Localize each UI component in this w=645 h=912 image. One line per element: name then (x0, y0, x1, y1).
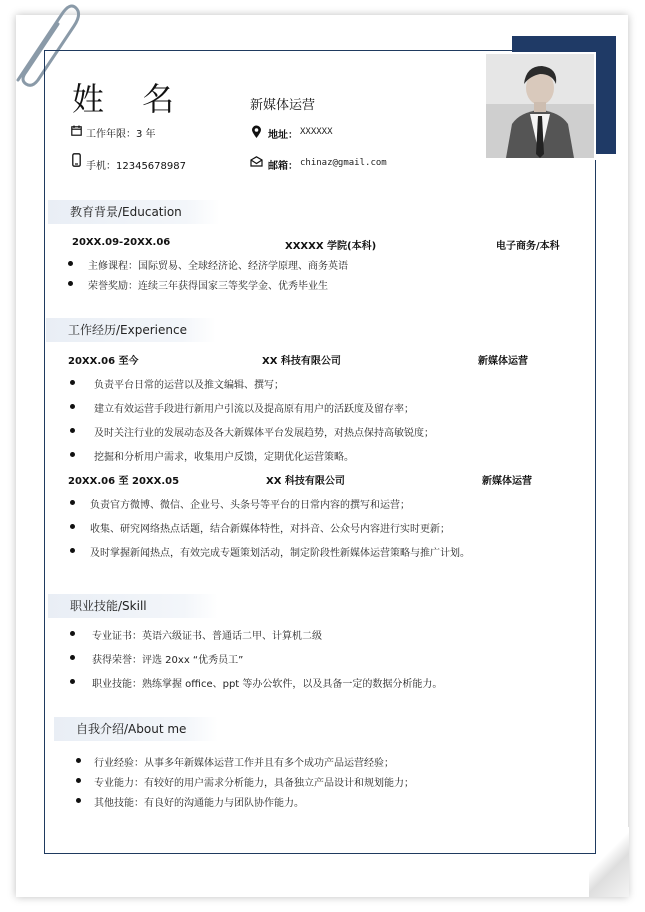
education-school: XXXXX 学院(本科) (285, 241, 377, 252)
skill-item: 获得荣誉：评选 20xx “优秀员工” (92, 655, 244, 666)
job-role: 新媒体运营 (482, 476, 532, 487)
job-role: 新媒体运营 (478, 356, 528, 367)
education-item: 荣誉奖励：连续三年获得国家三等奖学金、优秀毕业生 (88, 281, 328, 292)
bullet-dot (70, 679, 75, 684)
job-duty: 建立有效运营手段进行新用户引流以及提高原有用户的活跃度及留存率； (94, 404, 414, 415)
bullet-dot (70, 655, 75, 660)
bullet-dot (70, 380, 75, 385)
education-period: 20XX.09-20XX.06 (72, 237, 171, 248)
bullet-dot (70, 548, 75, 553)
education-item: 主修课程：国际贸易、全球经济论、经济学原理、商务英语 (88, 261, 348, 272)
email-label: 邮箱： (268, 161, 298, 172)
job-period: 20XX.06 至 20XX.05 (68, 476, 180, 487)
job-title: 新媒体运营 (250, 98, 316, 113)
about-item: 专业能力：有较好的用户需求分析能力，具备独立产品设计和规划能力； (94, 778, 414, 789)
bullet-dot (76, 778, 81, 783)
job-duty: 及时掌握新闻热点，有效完成专题策划活动，制定阶段性新媒体运营策略与推广计划。 (90, 548, 470, 559)
section-about-title: 自我介绍/About me (54, 717, 218, 741)
job-duty: 负责平台日常的运营以及推文编辑、撰写； (94, 380, 284, 391)
job-duty: 负责官方微博、微信、企业号、头条号等平台的日常内容的撰写和运营； (90, 500, 410, 511)
job-duty: 挖掘和分析用户需求，收集用户反馈，定期优化运营策略。 (94, 452, 354, 463)
bullet-dot (70, 404, 75, 409)
bullet-dot (70, 452, 75, 457)
about-item: 其他技能：有良好的沟通能力与团队协作能力。 (94, 798, 304, 809)
location-pin-icon (251, 125, 262, 139)
bullet-dot (70, 524, 75, 529)
phone-icon (72, 153, 81, 167)
bullet-dot (76, 798, 81, 803)
address-value: XXXXXX (300, 127, 333, 137)
education-major: 电子商务/本科 (496, 241, 560, 252)
email-value: chinaz@gmail.com (300, 158, 387, 168)
skill-item: 职业技能：熟练掌握 office、ppt 等办公软件，以及具备一定的数据分析能力。 (92, 679, 443, 690)
job-company: XX 科技有限公司 (266, 476, 345, 487)
skill-item: 专业证书：英语六级证书、普通话二甲、计算机二级 (92, 631, 322, 642)
bullet-dot (70, 500, 75, 505)
section-education-title: 教育背景/Education (48, 200, 220, 224)
job-duty: 收集、研究网络热点话题，结合新媒体特性，对抖音、公众号内容进行实时更新； (90, 524, 450, 535)
bullet-dot (70, 428, 75, 433)
job-period: 20XX.06 至今 (68, 356, 139, 367)
mail-icon (250, 156, 263, 167)
bullet-dot (70, 631, 75, 636)
calendar-icon (71, 125, 82, 136)
job-duty: 及时关注行业的发展动态及各大新媒体平台发展趋势，对热点保持高敏锐度； (94, 428, 434, 439)
resume-name: 姓 名 (72, 80, 189, 118)
profile-photo (484, 52, 596, 160)
section-experience-title: 工作经历/Experience (46, 318, 216, 342)
about-item: 行业经验：从事多年新媒体运营工作并且有多个成功产品运营经验； (94, 758, 394, 769)
phone: 手机：12345678987 (86, 161, 186, 172)
bullet-dot (68, 281, 73, 286)
bullet-dot (68, 261, 73, 266)
address-label: 地址： (268, 130, 298, 141)
job-company: XX 科技有限公司 (262, 356, 341, 367)
work-years: 工作年限：3 年 (86, 129, 156, 140)
section-skill-title: 职业技能/Skill (48, 594, 218, 618)
bullet-dot (76, 758, 81, 763)
